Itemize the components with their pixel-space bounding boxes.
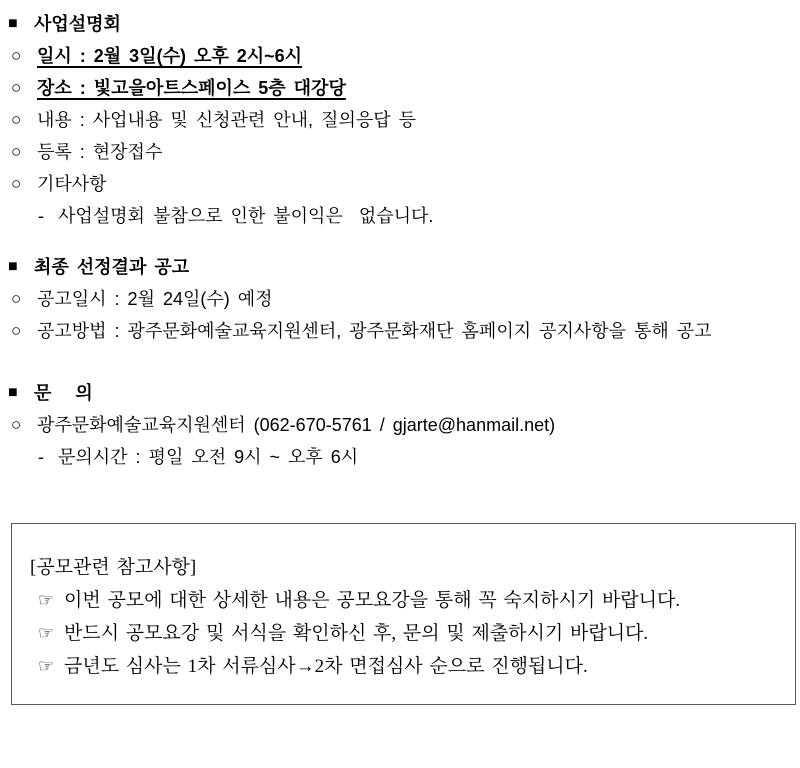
pointing-hand-icon: ☞	[38, 623, 55, 643]
list-subitem	[0, 200, 800, 232]
circle-bullet-icon: ○	[11, 110, 22, 129]
circle-bullet-icon: ○	[11, 415, 22, 434]
notice-box-title: [공모관련 참고사항]	[30, 557, 197, 578]
list-item-text: 문의시간 : 평일 오전 9시 ~ 오후 6시	[58, 447, 359, 467]
notice-item	[24, 584, 783, 617]
list-item-text: 사업설명회 불참으로 인한 불이익은 없습니다.	[58, 206, 434, 226]
square-bullet-icon: ■	[8, 384, 18, 401]
dash-bullet-icon: -	[38, 206, 44, 226]
square-bullet-icon: ■	[8, 15, 18, 32]
notice-item	[24, 617, 783, 650]
square-bullet-icon: ■	[8, 258, 18, 275]
pointing-hand-icon: ☞	[38, 656, 55, 676]
circle-bullet-icon: ○	[11, 321, 22, 340]
contact-info-text: 광주문화예술교육지원센터 (062-670-5761 / gjarte@hanmail.net)	[37, 415, 556, 435]
list-item	[0, 40, 800, 72]
section-heading	[0, 251, 800, 283]
list-item-text: 일시 : 2월 3일(수) 오후 2시~6시	[37, 46, 303, 66]
list-item-text: 공고방법 : 광주문화예술교육지원센터, 광주문화재단 홈페이지 공지사항을 통해 공고	[37, 321, 712, 341]
list-item	[0, 409, 800, 441]
notice-item	[24, 650, 783, 683]
section-contact	[0, 377, 800, 473]
list-item	[0, 283, 800, 315]
list-item	[0, 168, 800, 200]
section-heading-label: 사업설명회	[34, 14, 121, 34]
list-item	[0, 315, 800, 347]
circle-bullet-icon: ○	[11, 78, 22, 97]
list-item	[0, 104, 800, 136]
list-item-text: 장소 : 빛고을아트스페이스 5층 대강당	[37, 78, 346, 98]
notice-item-text: 금년도 심사는 1차 서류심사→2차 면접심사 순으로 진행됩니다.	[64, 656, 588, 677]
circle-bullet-icon: ○	[11, 46, 22, 65]
section-heading	[0, 8, 800, 40]
section-heading-label: 최종 선정결과 공고	[34, 257, 190, 277]
circle-bullet-icon: ○	[11, 142, 22, 161]
circle-bullet-icon: ○	[11, 289, 22, 308]
section-heading	[0, 377, 800, 409]
section-briefing	[0, 8, 800, 232]
section-final-results	[0, 251, 800, 347]
circle-bullet-icon: ○	[11, 174, 22, 193]
list-item-text: 공고일시 : 2월 24일(수) 예정	[37, 289, 273, 309]
list-item-text: 기타사항	[37, 174, 107, 194]
notice-item-text: 이번 공모에 대한 상세한 내용은 공모요강을 통해 꼭 숙지하시기 바랍니다.	[64, 590, 681, 611]
section-heading-label: 문 의	[34, 383, 93, 403]
list-subitem	[0, 441, 800, 473]
pointing-hand-icon: ☞	[38, 590, 55, 610]
reference-notes-box	[11, 523, 796, 705]
list-item	[0, 72, 800, 104]
list-item	[0, 136, 800, 168]
notice-item-text: 반드시 공모요강 및 서식을 확인하신 후, 문의 및 제출하시기 바랍니다.	[64, 623, 649, 644]
list-item-text: 내용 : 사업내용 및 신청관련 안내, 질의응답 등	[37, 110, 416, 130]
list-item-text: 등록 : 현장접수	[37, 142, 163, 162]
dash-bullet-icon: -	[38, 447, 44, 467]
